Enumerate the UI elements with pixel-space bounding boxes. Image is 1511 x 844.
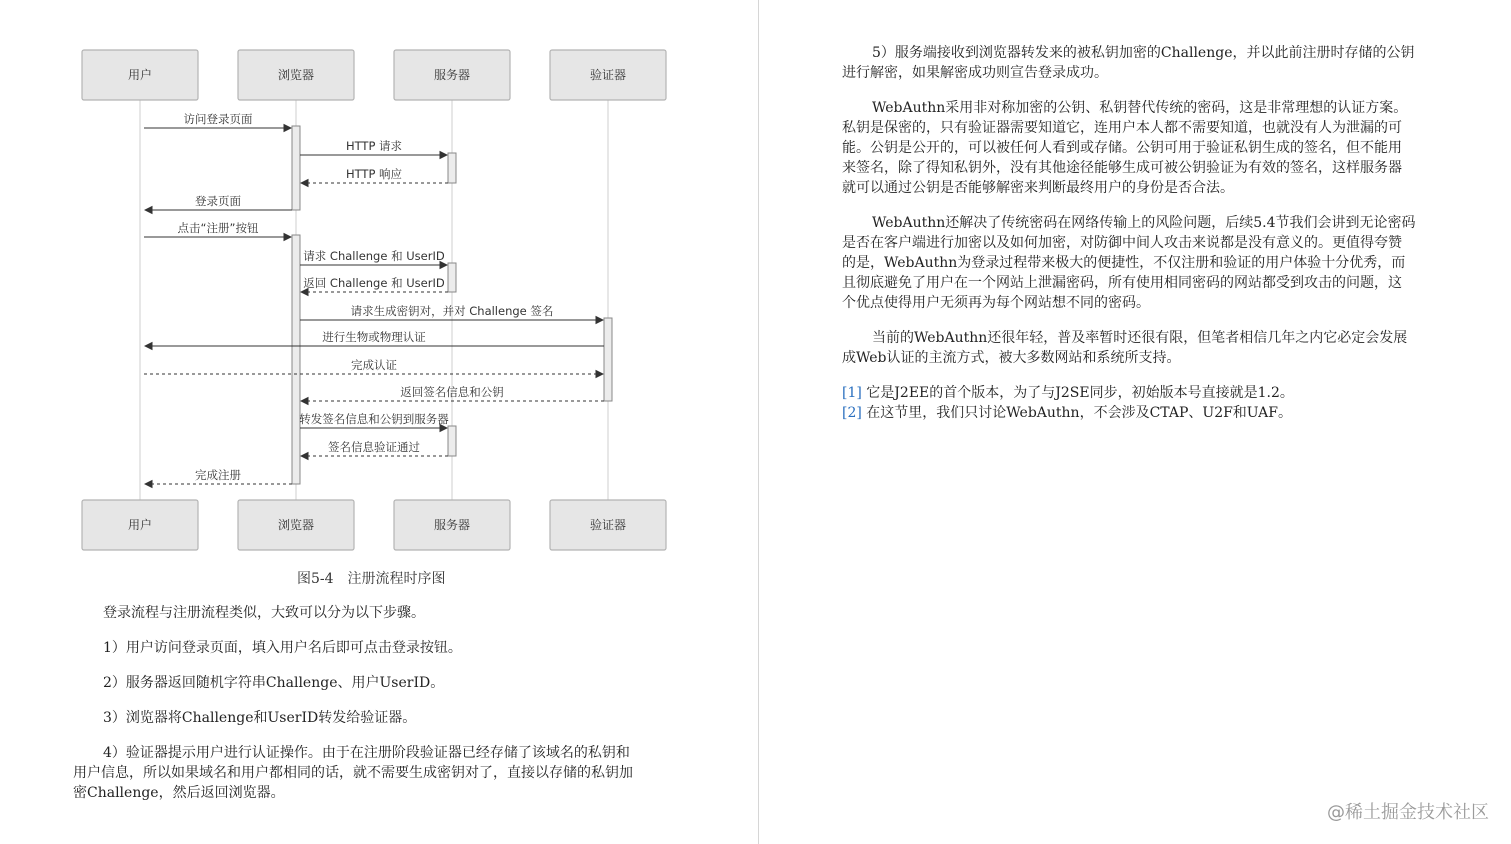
footnote-1 bbox=[842, 383, 1294, 403]
footnote-2-text: 在这节里，我们只讨论WebAuthn，不会涉及CTAP、U2F和UAF。 bbox=[861, 405, 1293, 421]
footnote-1-text: 它是J2EE的首个版本，为了与J2SE同步，初始版本号直接就是1.2。 bbox=[861, 385, 1294, 401]
message-label: 完成注册 bbox=[195, 468, 241, 482]
left-step-3: 3）浏览器将Challenge和UserID转发给验证器。 bbox=[103, 710, 417, 726]
left-step-2: 2）服务器返回随机字符串Challenge、用户UserID。 bbox=[103, 675, 445, 691]
footnote-2-link[interactable]: [2] bbox=[842, 405, 862, 421]
left-step-1: 1）用户访问登录页面，填入用户名后即可点击登录按钮。 bbox=[103, 640, 462, 656]
right-p2-line-1: WebAuthn采用非对称加密的公钥、私钥替代传统的密码，这是非常理想的认证方案。 bbox=[872, 100, 1408, 116]
right-p3-line-3: 的是，WebAuthn为登录过程带来极大的便捷性，不仅注册和验证的用户体验十分优秀，而 bbox=[842, 255, 1406, 271]
sequence-diagram bbox=[70, 40, 680, 560]
message-label: HTTP 请求 bbox=[345, 139, 403, 153]
activation-bar bbox=[292, 235, 300, 484]
right-p2-line-2: 私钥是保密的，只有验证器需要知道它，连用户本人都不需要知道，也就没有人为泄漏的可 bbox=[842, 120, 1402, 136]
page-divider bbox=[758, 0, 759, 844]
right-p3-line-4: 且彻底避免了用户在一个网站上泄漏密码，所有使用相同密码的网站都受到攻击的问题，这 bbox=[842, 275, 1402, 291]
actor-label-top: 服务器 bbox=[433, 68, 471, 82]
message-label: HTTP 响应 bbox=[345, 167, 403, 181]
message-label: 返回 Challenge 和 UserID bbox=[303, 276, 445, 290]
activation-bar bbox=[448, 426, 456, 456]
message-label: 完成认证 bbox=[351, 358, 397, 372]
left-step-4-line-3: 密Challenge，然后返回浏览器。 bbox=[73, 785, 285, 801]
actor-label-top: 用户 bbox=[127, 68, 153, 82]
activation-bar bbox=[292, 126, 300, 210]
figure-caption: 图5-4 注册流程时序图 bbox=[297, 571, 446, 587]
right-p2-line-4: 来签名，除了得知私钥外，没有其他途径能够生成可被公钥验证为有效的签名，这样服务器 bbox=[842, 160, 1402, 176]
actor-label-bottom: 浏览器 bbox=[277, 518, 315, 532]
right-p1-line-2: 进行解密，如果解密成功则宣告登录成功。 bbox=[842, 65, 1108, 81]
watermark: @稀土掘金技术社区 bbox=[1327, 802, 1489, 823]
message-label: 访问登录页面 bbox=[183, 112, 253, 126]
activation-bar bbox=[448, 263, 456, 292]
left-step-4-line-1: 4）验证器提示用户进行认证操作。由于在注册阶段验证器已经存储了该域名的私钥和 bbox=[103, 745, 630, 761]
message-label: 请求生成密钥对，并对 Challenge 签名 bbox=[350, 304, 554, 318]
right-p2-line-5: 就可以通过公钥是否能够解密来判断最终用户的身份是否合法。 bbox=[842, 180, 1234, 196]
right-p3-line-1: WebAuthn还解决了传统密码在网络传输上的风险问题，后续5.4节我们会讲到无论密码 bbox=[872, 215, 1416, 231]
message-label: 进行生物或物理认证 bbox=[322, 330, 426, 344]
right-p4-line-1: 当前的WebAuthn还很年轻，普及率暂时还很有限，但笔者相信几年之内它必定会发展 bbox=[872, 330, 1408, 346]
actor-label-bottom: 服务器 bbox=[433, 518, 471, 532]
message-label: 签名信息验证通过 bbox=[328, 440, 420, 454]
message-label: 点击“注册”按钮 bbox=[177, 221, 259, 235]
footnote-2 bbox=[842, 403, 1292, 423]
activation-bar bbox=[604, 318, 612, 401]
right-p3-line-5: 个优点使得用户无须再为每个网站想不同的密码。 bbox=[842, 295, 1150, 311]
message-label: 登录页面 bbox=[195, 194, 241, 208]
message-label: 转发签名信息和公钥到服务器 bbox=[299, 412, 449, 426]
actor-label-top: 验证器 bbox=[589, 68, 627, 82]
right-p3-line-2: 是否在客户端进行加密以及如何加密，对防御中间人攻击来说都是没有意义的。更值得夸赞 bbox=[842, 235, 1402, 251]
actor-label-bottom: 验证器 bbox=[589, 518, 627, 532]
activation-bar bbox=[448, 153, 456, 183]
actor-label-top: 浏览器 bbox=[277, 68, 315, 82]
left-step-4-line-2: 用户信息，所以如果域名和用户都相同的话，就不需要生成密钥对了，直接以存储的私钥加 bbox=[73, 765, 633, 781]
actor-label-bottom: 用户 bbox=[127, 518, 153, 532]
right-p1-line-1: 5）服务端接收到浏览器转发来的被私钥加密的Challenge，并以此前注册时存储的公钥 bbox=[872, 45, 1415, 61]
right-p2-line-3: 能。公钥是公开的，可以被任何人看到或存储。公钥可用于验证私钥生成的签名，但不能用 bbox=[842, 140, 1402, 156]
right-p4-line-2: 成Web认证的主流方式，被大多数网站和系统所支持。 bbox=[842, 350, 1181, 366]
footnote-1-link[interactable]: [1] bbox=[842, 385, 862, 401]
left-paragraph-1: 登录流程与注册流程类似，大致可以分为以下步骤。 bbox=[103, 605, 425, 621]
message-label: 请求 Challenge 和 UserID bbox=[303, 249, 445, 263]
message-label: 返回签名信息和公钥 bbox=[400, 385, 504, 399]
